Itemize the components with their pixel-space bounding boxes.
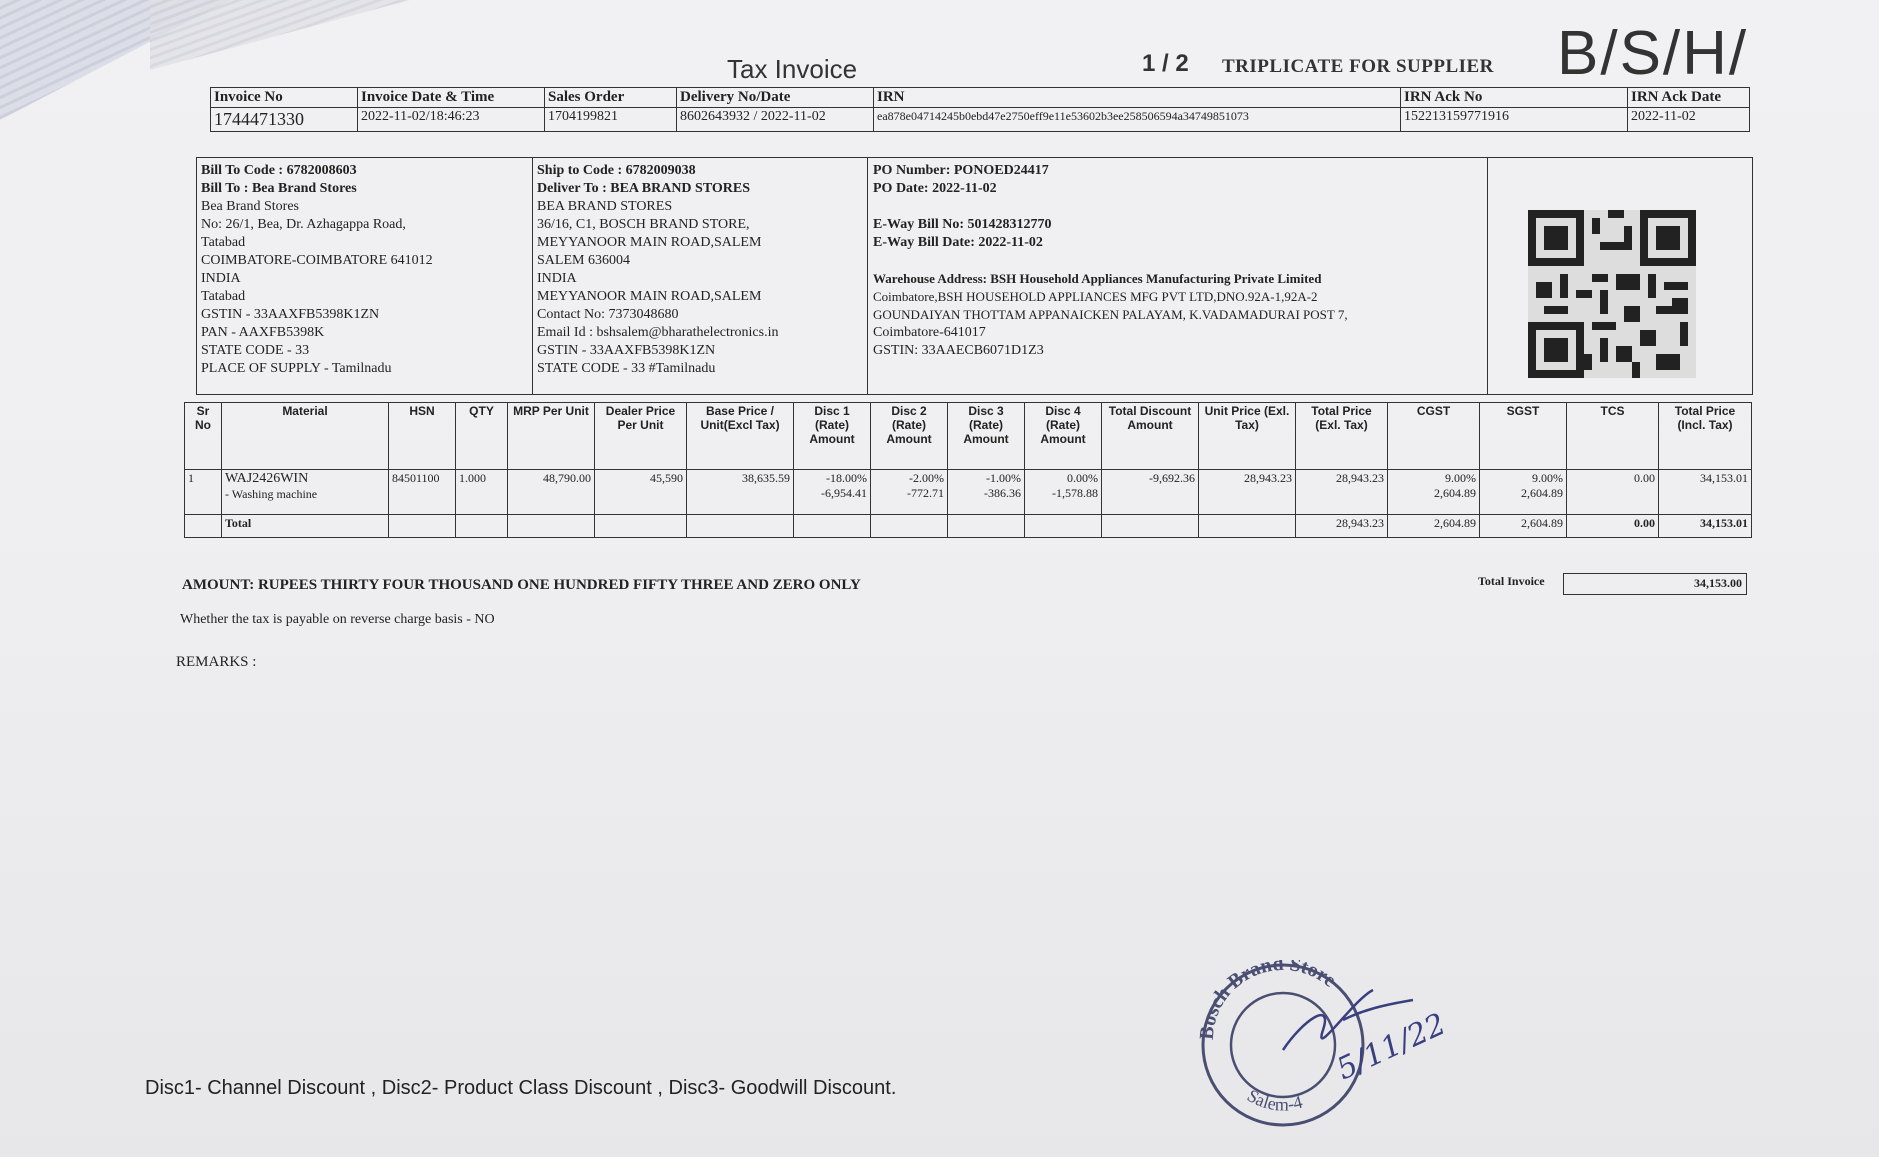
ship-to-section xyxy=(537,162,779,378)
total-invoice-box xyxy=(1563,573,1747,595)
divider xyxy=(1487,158,1488,394)
disc3-amount: -386.36 xyxy=(984,486,1021,500)
ship-to-line: 36/16, C1, BOSCH BRAND STORE, xyxy=(537,217,750,232)
total-cgst-sum: 2,604.89 xyxy=(1388,515,1480,538)
bill-to-pan: PAN - AAXFB5398K xyxy=(201,325,325,340)
col-tcs: TCS xyxy=(1567,403,1659,470)
cgst-rate: 9.00% xyxy=(1445,471,1476,485)
col-total-incl: Total Price (Incl. Tax) xyxy=(1659,403,1752,470)
sgst-amount: 2,604.89 xyxy=(1521,486,1563,500)
divider xyxy=(532,158,533,394)
irn-value: ea878e04714245b0ebd47e2750eff9e11e53602b3ee258506594a34749851073 xyxy=(874,108,1401,132)
items-table xyxy=(184,402,1752,538)
label-irn-ack-no: IRN Ack No xyxy=(1401,88,1628,108)
disc1-rate: -18.00% xyxy=(826,471,867,485)
warehouse-gstin: GSTIN: 33AAECB6071D1Z3 xyxy=(873,343,1044,358)
address-block xyxy=(196,157,1753,395)
col-dealer-price: Dealer Price Per Unit xyxy=(595,403,687,470)
col-unit-price: Unit Price (Exl. Tax) xyxy=(1199,403,1296,470)
po-date: PO Date: 2022-11-02 xyxy=(873,181,997,196)
copy-label: TRIPLICATE FOR SUPPLIER xyxy=(1222,56,1494,77)
invoice-date: 2022-11-02/18:46:23 xyxy=(358,108,545,132)
delivery-no: 8602643932 / 2022-11-02 xyxy=(677,108,874,132)
bill-to-line: INDIA xyxy=(201,271,241,286)
reverse-charge-note: Whether the tax is payable on reverse charge basis - NO xyxy=(180,612,495,627)
col-base-price: Base Price / Unit(Excl Tax) xyxy=(687,403,794,470)
col-cgst: CGST xyxy=(1388,403,1480,470)
total-cell xyxy=(687,515,794,538)
col-material: Material xyxy=(222,403,389,470)
irn-ack-date: 2022-11-02 xyxy=(1628,108,1750,132)
total-cell xyxy=(794,515,871,538)
total-tcs-sum: 0.00 xyxy=(1567,515,1659,538)
col-sr-no: Sr No xyxy=(185,403,222,470)
col-disc3: Disc 3 (Rate) Amount xyxy=(948,403,1025,470)
signature-date: 5/11/22 xyxy=(1331,1006,1452,1088)
item-cgst xyxy=(1388,470,1480,515)
col-disc2: Disc 2 (Rate) Amount xyxy=(871,403,948,470)
spacer xyxy=(873,252,1483,270)
col-total-discount: Total Discount Amount xyxy=(1102,403,1199,470)
divider xyxy=(867,158,868,394)
total-cell xyxy=(456,515,508,538)
po-section xyxy=(873,162,1483,360)
page-number: 1 / 2 xyxy=(1142,50,1189,77)
total-excl-sum: 28,943.23 xyxy=(1296,515,1388,538)
bill-to-code: Bill To Code : 6782008603 xyxy=(201,163,357,178)
total-incl-sum: 34,153.01 xyxy=(1659,515,1752,538)
ship-to-line: MEYYANOOR MAIN ROAD,SALEM xyxy=(537,235,762,250)
col-total-excl: Total Price (Exl. Tax) xyxy=(1296,403,1388,470)
item-unit-price: 28,943.23 xyxy=(1199,470,1296,515)
total-invoice-label: Total Invoice xyxy=(1478,574,1545,588)
item-total-discount: -9,692.36 xyxy=(1102,470,1199,515)
eway-bill-date: E-Way Bill Date: 2022-11-02 xyxy=(873,235,1043,250)
total-label: Total xyxy=(222,515,389,538)
place-of-supply: PLACE OF SUPPLY - Tamilnadu xyxy=(201,361,392,376)
ship-to-email: Email Id : bshsalem@bharathelectronics.in xyxy=(537,325,779,340)
total-cell xyxy=(1102,515,1199,538)
total-cell xyxy=(1025,515,1102,538)
discount-footnote: Disc1- Channel Discount , Disc2- Product Class Discount , Disc3- Goodwill Discount. xyxy=(145,1077,897,1099)
label-irn: IRN xyxy=(874,88,1401,108)
ship-to-code: Ship to Code : 6782009038 xyxy=(537,163,696,178)
stamp-bottom-text: Salem-4 xyxy=(1243,1085,1305,1115)
sales-order: 1704199821 xyxy=(545,108,677,132)
label-invoice-no: Invoice No xyxy=(211,88,358,108)
item-material-code: WAJ2426WIN xyxy=(225,471,309,486)
bill-to-line: No: 26/1, Bea, Dr. Azhagappa Road, xyxy=(201,217,406,232)
col-qty: QTY xyxy=(456,403,508,470)
item-tcs: 0.00 xyxy=(1567,470,1659,515)
table-row xyxy=(185,470,1752,515)
document-title: Tax Invoice xyxy=(727,54,858,84)
total-cell xyxy=(595,515,687,538)
irn-ack-no: 152213159771916 xyxy=(1401,108,1628,132)
label-irn-ack-date: IRN Ack Date xyxy=(1628,88,1750,108)
warehouse-address-title: Warehouse Address: BSH Household Appliances Manufacturing Private Limited xyxy=(873,271,1322,286)
total-cell xyxy=(1199,515,1296,538)
label-sales-order: Sales Order xyxy=(545,88,677,108)
item-qty: 1.000 xyxy=(456,470,508,515)
eway-bill-no: E-Way Bill No: 501428312770 xyxy=(873,217,1052,232)
item-hsn: 84501100 xyxy=(389,470,456,515)
cgst-amount: 2,604.89 xyxy=(1434,486,1476,500)
bill-to-state-code: STATE CODE - 33 xyxy=(201,343,310,358)
warehouse-city: Coimbatore-641017 xyxy=(873,325,986,340)
invoice-meta-table xyxy=(210,87,1750,132)
total-sgst-sum: 2,604.89 xyxy=(1480,515,1567,538)
warehouse-line: GOUNDAIYAN THOTTAM APPANAICKEN PALAYAM, K.VADAMADURAI POST 7, xyxy=(873,307,1348,322)
ship-to-state-code: STATE CODE - 33 #Tamilnadu xyxy=(537,361,716,376)
qr-code-image xyxy=(1528,210,1696,378)
bill-to-line: Bea Brand Stores xyxy=(201,199,299,214)
item-sr: 1 xyxy=(185,470,222,515)
bill-to-gstin: GSTIN - 33AAXFB5398K1ZN xyxy=(201,307,380,322)
col-mrp: MRP Per Unit xyxy=(508,403,595,470)
disc4-amount: -1,578.88 xyxy=(1052,486,1098,500)
bill-to-line: COIMBATORE-COIMBATORE 641012 xyxy=(201,253,433,268)
disc3-rate: -1.00% xyxy=(986,471,1021,485)
ship-to-line: SALEM 636004 xyxy=(537,253,630,268)
ship-to-line: MEYYANOOR MAIN ROAD,SALEM xyxy=(537,289,762,304)
invoice-number: 1744471330 xyxy=(211,108,358,132)
store-stamp xyxy=(1183,960,1483,1145)
item-material-desc: - Washing machine xyxy=(225,487,318,501)
total-row xyxy=(185,515,1752,538)
label-delivery: Delivery No/Date xyxy=(677,88,874,108)
ship-to-line: INDIA xyxy=(537,271,577,286)
svg-text:Salem-4 xyxy=(1244,1085,1305,1114)
disc2-amount: -772.71 xyxy=(907,486,944,500)
item-disc3 xyxy=(948,470,1025,515)
item-total-incl: 34,153.01 xyxy=(1659,470,1752,515)
col-sgst: SGST xyxy=(1480,403,1567,470)
bill-to-name: Bill To : Bea Brand Stores xyxy=(201,181,357,196)
label-invoice-date: Invoice Date & Time xyxy=(358,88,545,108)
total-cell xyxy=(508,515,595,538)
ship-to-gstin: GSTIN - 33AAXFB5398K1ZN xyxy=(537,343,716,358)
bill-to-line: Tatabad xyxy=(201,235,246,250)
ship-to-line: BEA BRAND STORES xyxy=(537,199,673,214)
sgst-rate: 9.00% xyxy=(1532,471,1563,485)
stamp-ring-text: Bosch Brand Store xyxy=(1195,960,1341,1041)
spacer xyxy=(873,198,1483,216)
disc2-rate: -2.00% xyxy=(909,471,944,485)
item-total-excl: 28,943.23 xyxy=(1296,470,1388,515)
item-disc4 xyxy=(1025,470,1102,515)
po-number: PO Number: PONOED24417 xyxy=(873,163,1049,178)
item-sgst xyxy=(1480,470,1567,515)
total-cell xyxy=(185,515,222,538)
total-invoice-value: 34,153.00 xyxy=(1694,576,1742,590)
items-header-row xyxy=(185,403,1752,470)
stamp-and-signature xyxy=(1183,960,1483,1140)
ship-to-contact: Contact No: 7373048680 xyxy=(537,307,679,322)
remarks-label: REMARKS : xyxy=(176,654,257,670)
total-cell xyxy=(948,515,1025,538)
item-base-price: 38,635.59 xyxy=(687,470,794,515)
underlying-page xyxy=(150,0,410,70)
col-disc4: Disc 4 (Rate) Amount xyxy=(1025,403,1102,470)
item-material xyxy=(222,470,389,515)
item-disc2 xyxy=(871,470,948,515)
deliver-to-name: Deliver To : BEA BRAND STORES xyxy=(537,181,751,196)
bill-to-line: Tatabad xyxy=(201,289,246,304)
disc1-amount: -6,954.41 xyxy=(821,486,867,500)
item-disc1 xyxy=(794,470,871,515)
total-cell xyxy=(871,515,948,538)
item-dealer-price: 45,590 xyxy=(595,470,687,515)
amount-in-words: AMOUNT: RUPEES THIRTY FOUR THOUSAND ONE HUNDRED FIFTY THREE AND ZERO ONLY xyxy=(182,577,861,593)
col-hsn: HSN xyxy=(389,403,456,470)
company-logo: B/S/H/ xyxy=(1557,19,1749,88)
total-cell xyxy=(389,515,456,538)
col-disc1: Disc 1 (Rate) Amount xyxy=(794,403,871,470)
warehouse-line: Coimbatore,BSH HOUSEHOLD APPLIANCES MFG PVT LTD,DNO.92A-1,92A-2 xyxy=(873,289,1318,304)
disc4-rate: 0.00% xyxy=(1067,471,1098,485)
bill-to-section xyxy=(201,162,433,378)
qr-code xyxy=(1528,210,1696,378)
item-mrp: 48,790.00 xyxy=(508,470,595,515)
